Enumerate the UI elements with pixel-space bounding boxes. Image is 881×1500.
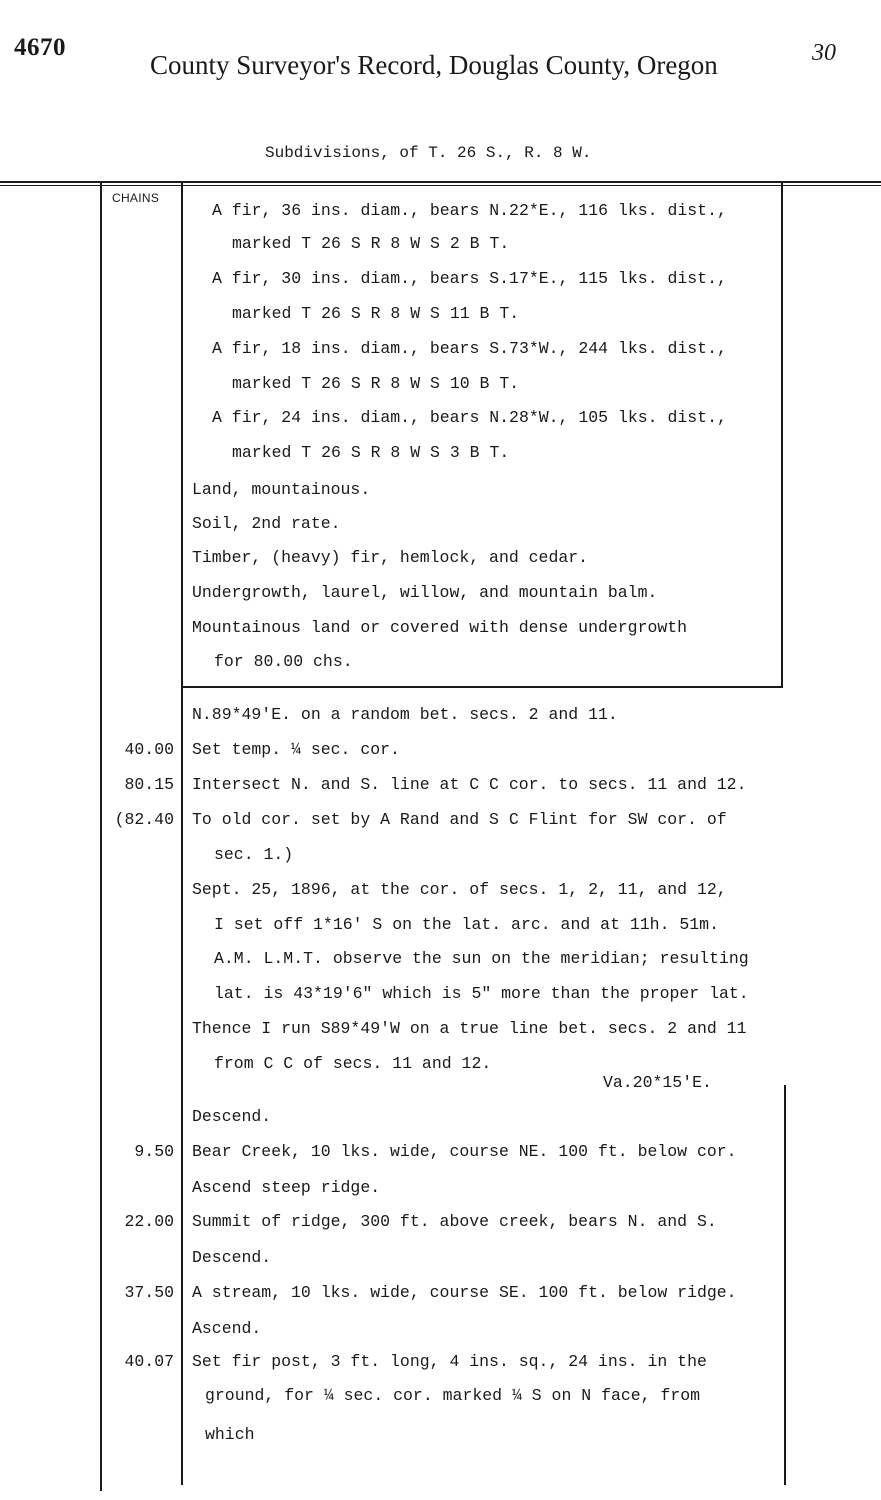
- bearing-tree-entry: A fir, 30 ins. diam., bears S.17*E., 115 lks. dist.,: [212, 269, 727, 288]
- undergrowth-description: Undergrowth, laurel, willow, and mountain balm.: [192, 583, 658, 602]
- page-title: County Surveyor's Record, Douglas County, Oregon: [150, 50, 718, 80]
- chain-distance: 37.50: [124, 1283, 174, 1302]
- survey-note: Intersect N. and S. line at C C cor. to secs. 11 and 12.: [192, 775, 747, 794]
- true-line-note: Thence I run S89*49'W on a true line bet. secs. 2 and 11: [192, 1019, 747, 1038]
- table-top-rule-thin: [0, 185, 881, 186]
- chain-distance: 22.00: [124, 1212, 174, 1231]
- bearing-tree-entry: A fir, 24 ins. diam., bears N.28*W., 105 lks. dist.,: [212, 408, 727, 427]
- chain-distance: 40.00: [124, 740, 174, 759]
- bearing-tree-marking: marked T 26 S R 8 W S 2 B T.: [232, 234, 510, 253]
- folio-number: 30: [812, 40, 836, 66]
- terrain-note: Ascend.: [192, 1319, 262, 1338]
- chain-distance: 9.50: [134, 1142, 174, 1161]
- terrain-note: Ascend steep ridge.: [192, 1178, 381, 1197]
- bearing-tree-entry: A fir, 18 ins. diam., bears S.73*W., 244 lks. dist.,: [212, 339, 727, 358]
- subtitle: Subdivisions, of T. 26 S., R. 8 W.: [265, 144, 592, 162]
- chain-distance: 80.15: [124, 775, 174, 794]
- chains-column-rule: [181, 183, 183, 1485]
- right-box-rule: [781, 183, 783, 688]
- terrain-note: Descend.: [192, 1107, 272, 1126]
- survey-line-heading: N.89*49'E. on a random bet. secs. 2 and 11.: [192, 705, 618, 724]
- bearing-tree-marking: marked T 26 S R 8 W S 11 B T.: [232, 304, 520, 323]
- survey-note: Set fir post, 3 ft. long, 4 ins. sq., 24 ins. in the: [192, 1352, 707, 1371]
- magnetic-variation: Va.20*15'E.: [603, 1073, 712, 1092]
- survey-note: To old cor. set by A Rand and S C Flint for SW cor. of: [192, 810, 727, 829]
- observation-note-continued: I set off 1*16' S on the lat. arc. and at 11h. 51m.: [214, 915, 719, 934]
- survey-note: A stream, 10 lks. wide, course SE. 100 ft. below ridge.: [192, 1283, 737, 1302]
- survey-note-continued: which: [205, 1425, 255, 1444]
- true-line-note-continued: from C C of secs. 11 and 12.: [214, 1054, 492, 1073]
- survey-note-continued: sec. 1.): [214, 845, 294, 864]
- terrain-note-continued: for 80.00 chs.: [214, 652, 353, 671]
- survey-note-continued: ground, for ¼ sec. cor. marked ¼ S on N face, from: [205, 1386, 701, 1405]
- terrain-note: Descend.: [192, 1248, 272, 1267]
- chains-column-header: CHAINS: [112, 191, 160, 205]
- section-divider-rule: [181, 686, 783, 688]
- terrain-note: Mountainous land or covered with dense undergrowth: [192, 618, 688, 637]
- chain-distance: (82.40: [114, 810, 174, 829]
- table-top-rule: [0, 181, 881, 183]
- survey-note: Summit of ridge, 300 ft. above creek, bears N. and S.: [192, 1212, 717, 1231]
- survey-note: Bear Creek, 10 lks. wide, course NE. 100 ft. below cor.: [192, 1142, 737, 1161]
- timber-description: Timber, (heavy) fir, hemlock, and cedar.: [192, 548, 589, 567]
- bearing-tree-marking: marked T 26 S R 8 W S 10 B T.: [232, 374, 520, 393]
- bearing-tree-marking: marked T 26 S R 8 W S 3 B T.: [232, 443, 510, 462]
- observation-note: Sept. 25, 1896, at the cor. of secs. 1, 2, 11, and 12,: [192, 880, 727, 899]
- land-description: Land, mountainous.: [192, 480, 371, 499]
- survey-note: Set temp. ¼ sec. cor.: [192, 740, 400, 759]
- soil-description: Soil, 2nd rate.: [192, 514, 341, 533]
- right-margin-rule: [784, 1085, 786, 1485]
- bearing-tree-entry: A fir, 36 ins. diam., bears N.22*E., 116 lks. dist.,: [212, 201, 727, 220]
- observation-note-continued: lat. is 43*19'6" which is 5" more than the proper lat.: [214, 984, 749, 1003]
- page-number: 4670: [14, 34, 66, 61]
- observation-note-continued: A.M. L.M.T. observe the sun on the meridian; resulting: [214, 949, 749, 968]
- chain-distance: 40.07: [124, 1352, 174, 1371]
- left-margin-rule: [100, 183, 102, 1491]
